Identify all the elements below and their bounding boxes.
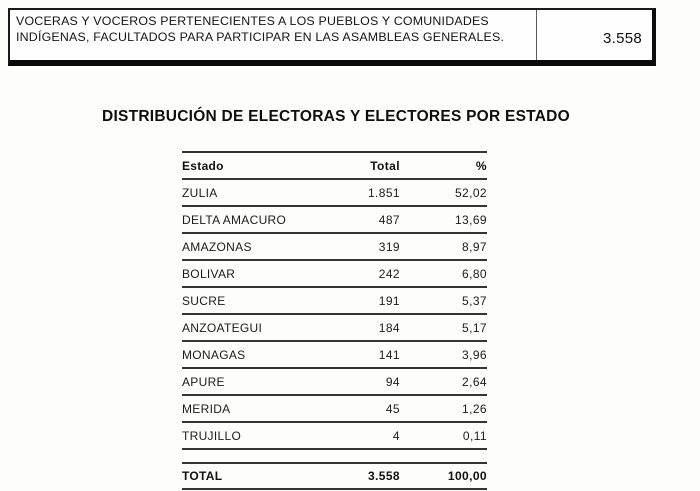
total-cell: 319 [340, 233, 400, 260]
estado-cell: TRUJILLO [182, 422, 340, 449]
total-label-cell: TOTAL [182, 463, 340, 489]
pct-cell: 8,97 [400, 233, 487, 260]
table-spacer-row [182, 449, 487, 463]
total-pct-cell: 100,00 [400, 463, 487, 489]
table-row [182, 233, 487, 260]
table-row [182, 368, 487, 395]
estado-cell: MERIDA [182, 395, 340, 422]
pct-cell: 6,80 [400, 260, 487, 287]
pct-cell: 13,69 [400, 206, 487, 233]
estado-cell: DELTA AMACURO [182, 206, 340, 233]
total-cell: 4 [340, 422, 400, 449]
table-row [182, 314, 487, 341]
total-cell: 487 [340, 206, 400, 233]
header-banner-box [8, 8, 656, 66]
total-cell: 45 [340, 395, 400, 422]
distribution-table [182, 151, 487, 490]
table-row [182, 341, 487, 368]
estado-cell: MONAGAS [182, 341, 340, 368]
table-row [182, 422, 487, 449]
table-total-row [182, 463, 487, 489]
pct-cell: 5,37 [400, 287, 487, 314]
banner-total-value: 3.558 [602, 29, 642, 47]
total-cell: 1.851 [340, 179, 400, 206]
estado-cell: BOLIVAR [182, 260, 340, 287]
column-header-total: Total [340, 152, 400, 179]
estado-cell: ANZOATEGUI [182, 314, 340, 341]
estado-cell: AMAZONAS [182, 233, 340, 260]
total-value-cell: 3.558 [340, 463, 400, 489]
estado-cell: APURE [182, 368, 340, 395]
column-header-estado: Estado [182, 152, 340, 179]
table-row [182, 260, 487, 287]
table-row [182, 395, 487, 422]
column-header-pct: % [400, 152, 487, 179]
page-title: DISTRIBUCIÓN DE ELECTORAS Y ELECTORES POR ESTADO [102, 108, 570, 125]
table-row [182, 206, 487, 233]
pct-cell: 2,64 [400, 368, 487, 395]
total-cell: 242 [340, 260, 400, 287]
estado-cell: ZULIA [182, 179, 340, 206]
pct-cell: 52,02 [400, 179, 487, 206]
table-row [182, 179, 487, 206]
banner-text: VOCERAS Y VOCEROS PERTENECIENTES A LOS PUEBLOS Y COMUNIDADES INDÍGENAS, FACULTADOS PARA PARTICIPAR EN LAS ASAMBLEAS GENERALES. [10, 10, 537, 60]
total-cell: 141 [340, 341, 400, 368]
estado-cell: SUCRE [182, 287, 340, 314]
table-header-row [182, 152, 487, 179]
total-cell: 184 [340, 314, 400, 341]
pct-cell: 5,17 [400, 314, 487, 341]
pct-cell: 1,26 [400, 395, 487, 422]
total-cell: 94 [340, 368, 400, 395]
pct-cell: 3,96 [400, 341, 487, 368]
pct-cell: 0,11 [400, 422, 487, 449]
total-cell: 191 [340, 287, 400, 314]
table-row [182, 287, 487, 314]
